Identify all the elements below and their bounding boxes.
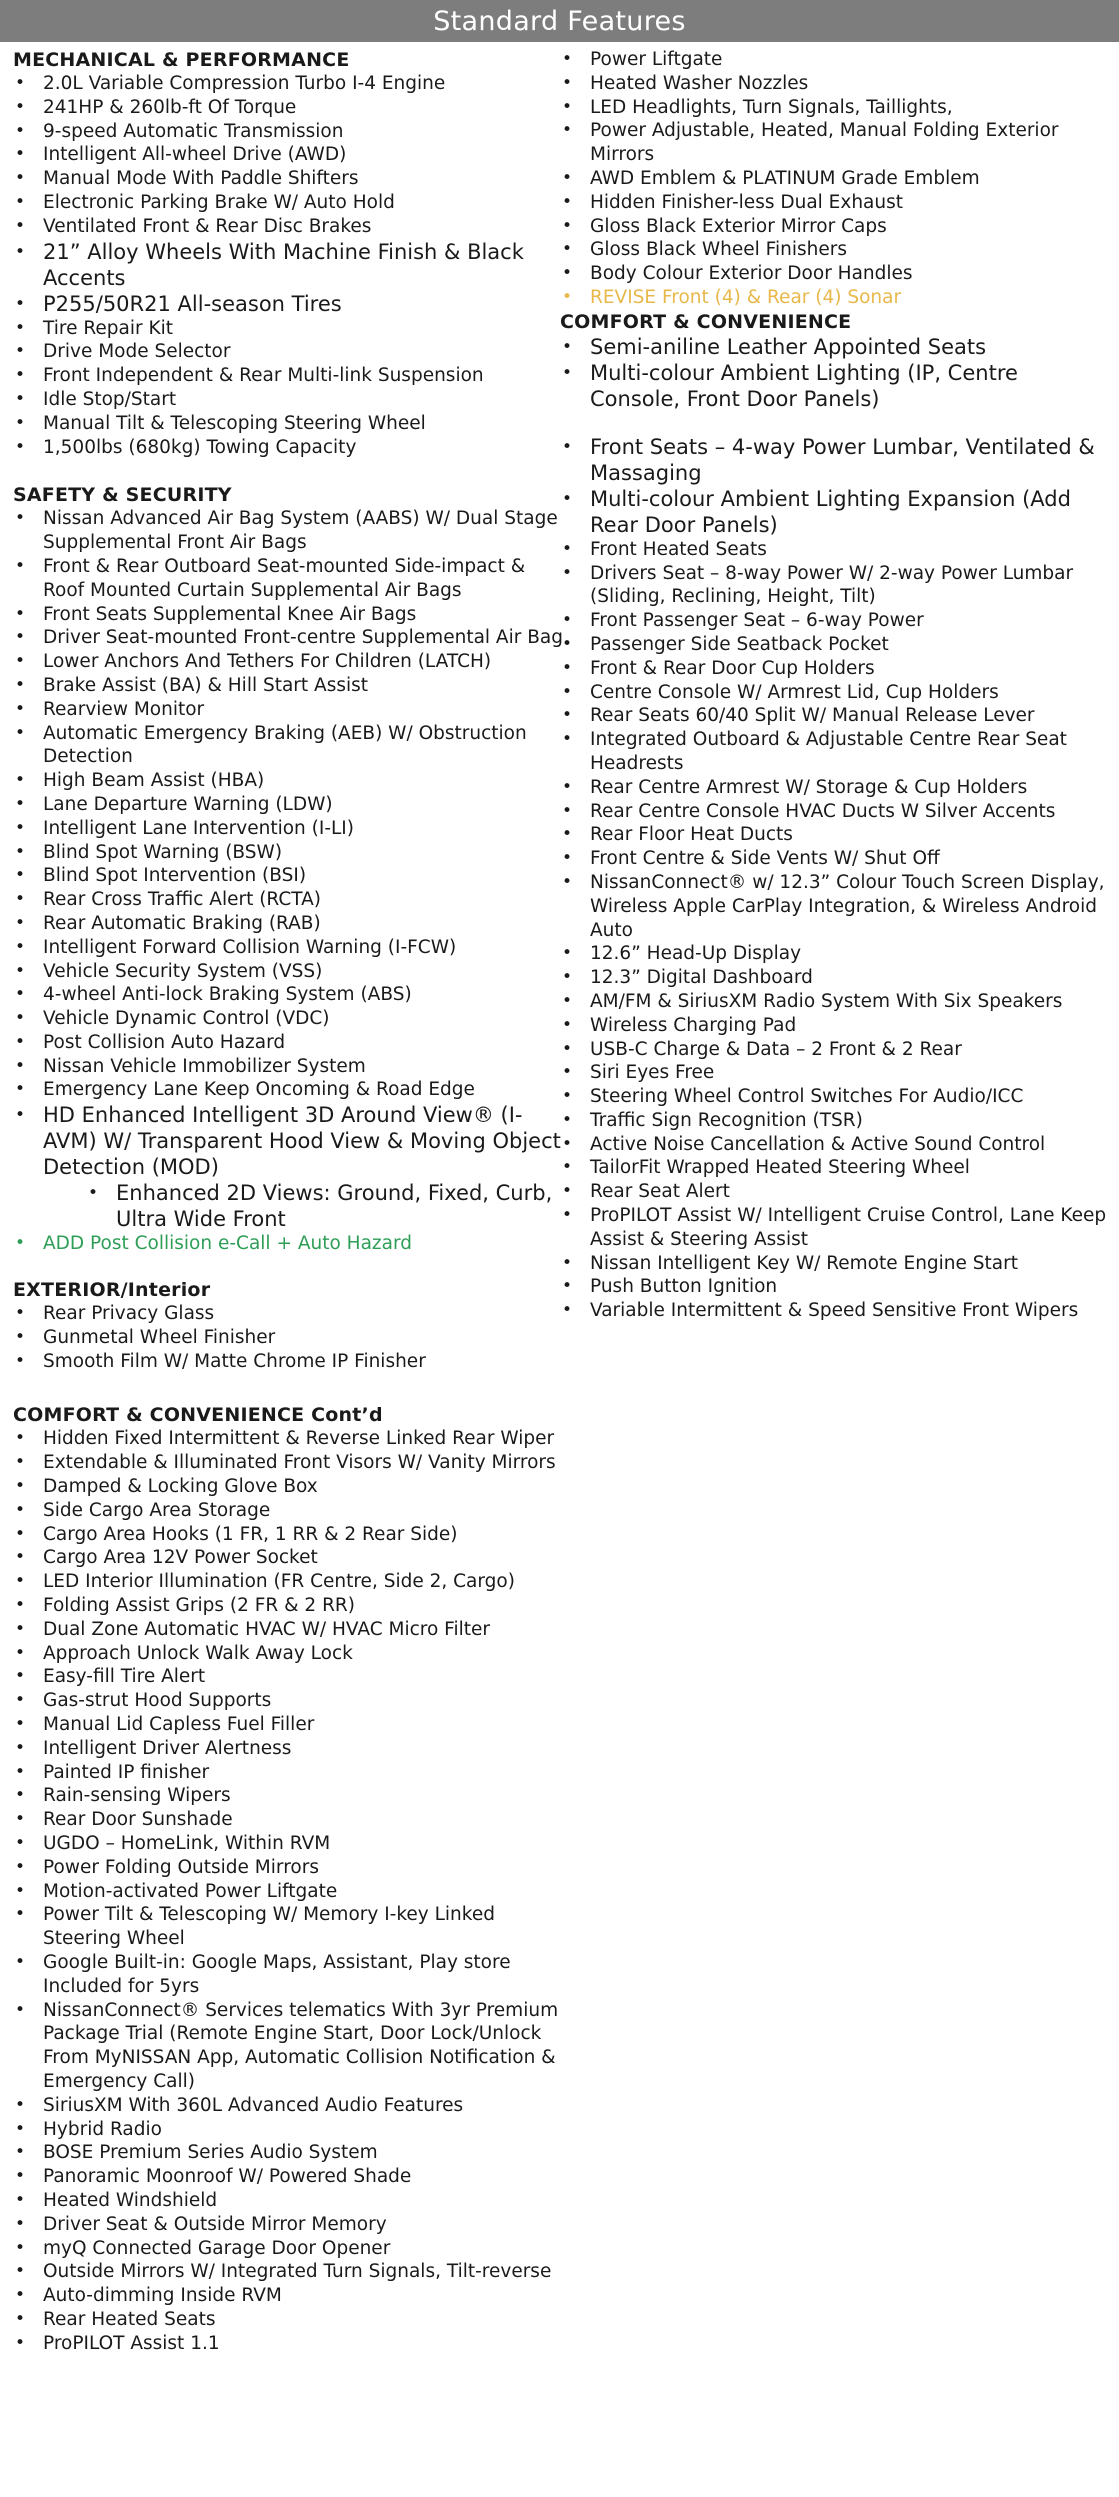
list-item: • Google Built-in: Google Maps, Assistant, Play store Included for 5yrs <box>13 1951 563 1999</box>
exterior-list <box>13 1302 563 1373</box>
list-item: • Steering Wheel Control Switches For Audio/ICC <box>560 1085 1108 1109</box>
list-item: • UGDO – HomeLink, Within RVM <box>13 1832 563 1856</box>
list-item: • Dual Zone Automatic HVAC W/ HVAC Micro Filter <box>13 1618 563 1642</box>
list-item: • AWD Emblem & PLATINUM Grade Emblem <box>560 167 1108 191</box>
list-item: • Power Folding Outside Mirrors <box>13 1856 563 1880</box>
list-item: • Blind Spot Intervention (BSI) <box>13 864 563 888</box>
list-item: • Rear Door Sunshade <box>13 1808 563 1832</box>
list-item: • Motion-activated Power Liftgate <box>13 1880 563 1904</box>
list-item: • Painted IP finisher <box>13 1761 563 1785</box>
list-item: • Extendable & Illuminated Front Visors W/ Vanity Mirrors <box>13 1451 563 1475</box>
list-item: • Power Tilt & Telescoping W/ Memory I-key Linked Steering Wheel <box>13 1903 563 1951</box>
list-item: • Folding Assist Grips (2 FR & 2 RR) <box>13 1594 563 1618</box>
list-item: • Gas-strut Hood Supports <box>13 1689 563 1713</box>
list-item: • ProPILOT Assist W/ Intelligent Cruise Control, Lane Keep Assist & Steering Assist <box>560 1204 1108 1252</box>
list-item: • Active Noise Cancellation & Active Sound Control <box>560 1133 1108 1157</box>
list-item: • Rear Privacy Glass <box>13 1302 563 1326</box>
list-item: • Push Button Ignition <box>560 1275 1108 1299</box>
list-item: • Front Seats Supplemental Knee Air Bags <box>13 603 563 627</box>
list-item: • Hybrid Radio <box>13 2118 563 2142</box>
list-item: • Rear Cross Traffic Alert (RCTA) <box>13 888 563 912</box>
list-item: • BOSE Premium Series Audio System <box>13 2141 563 2165</box>
page-title: Standard Features <box>433 5 686 37</box>
exterior-cont-list <box>560 48 1108 310</box>
list-item: • Idle Stop/Start <box>13 388 563 412</box>
list-item: • Blind Spot Warning (BSW) <box>13 841 563 865</box>
section-title-exterior: EXTERIOR/Interior <box>13 1279 211 1302</box>
list-item: • Rear Floor Heat Ducts <box>560 823 1108 847</box>
list-item: • Gunmetal Wheel Finisher <box>13 1326 563 1350</box>
list-item: • Front & Rear Door Cup Holders <box>560 657 1108 681</box>
list-item: • Intelligent Lane Intervention (I-LI) <box>13 817 563 841</box>
list-item: • Intelligent All-wheel Drive (AWD) <box>13 143 563 167</box>
mechanical-list <box>13 72 563 459</box>
section-title-safety: SAFETY & SECURITY <box>13 484 232 507</box>
list-item: • NissanConnect® w/ 12.3” Colour Touch Screen Display, Wireless Apple CarPlay Integration, & Wireless Android Auto <box>560 871 1108 942</box>
list-item: • LED Headlights, Turn Signals, Taillights, <box>560 96 1108 120</box>
comfort-top-list <box>560 334 1108 412</box>
list-item: • Centre Console W/ Armrest Lid, Cup Holders <box>560 681 1108 705</box>
list-item: • Manual Lid Capless Fuel Filler <box>13 1713 563 1737</box>
list-item: • AM/FM & SiriusXM Radio System With Six Speakers <box>560 990 1108 1014</box>
list-item: • 2.0L Variable Compression Turbo I-4 Engine <box>13 72 563 96</box>
list-item: • Nissan Vehicle Immobilizer System <box>13 1055 563 1079</box>
list-item: • 9-speed Automatic Transmission <box>13 120 563 144</box>
list-item: • Post Collision Auto Hazard <box>13 1031 563 1055</box>
list-item: • Power Liftgate <box>560 48 1108 72</box>
list-item: • Heated Windshield <box>13 2189 563 2213</box>
list-item: • Lower Anchors And Tethers For Children (LATCH) <box>13 650 563 674</box>
comfort-list <box>560 434 1108 1323</box>
list-item: • Cargo Area Hooks (1 FR, 1 RR & 2 Rear Side) <box>13 1523 563 1547</box>
list-item: • High Beam Assist (HBA) <box>13 769 563 793</box>
list-item: • Drive Mode Selector <box>13 340 563 364</box>
list-item: • Body Colour Exterior Door Handles <box>560 262 1108 286</box>
list-item: • ProPILOT Assist 1.1 <box>13 2332 563 2356</box>
list-item: • myQ Connected Garage Door Opener <box>13 2237 563 2261</box>
list-item: • Smooth Film W/ Matte Chrome IP Finisher <box>13 1350 563 1374</box>
list-item: • Front Passenger Seat – 6-way Power <box>560 609 1108 633</box>
section-title-comfort: COMFORT & CONVENIENCE <box>560 310 852 333</box>
list-item: • Rain-sensing Wipers <box>13 1784 563 1808</box>
list-item: • Passenger Side Seatback Pocket <box>560 633 1108 657</box>
list-item-revised: • REVISE Front (4) & Rear (4) Sonar <box>560 286 1108 310</box>
right-column <box>560 48 1108 1323</box>
section-title-mechanical: MECHANICAL & PERFORMANCE <box>13 49 350 71</box>
list-item: • 12.6” Head-Up Display <box>560 942 1108 966</box>
list-item: • Vehicle Dynamic Control (VDC) <box>13 1007 563 1031</box>
list-item: • P255/50R21 All-season Tires <box>13 291 563 317</box>
list-item: • Front & Rear Outboard Seat-mounted Side-impact & Roof Mounted Curtain Supplemental Air Bags <box>13 555 563 603</box>
list-item: • Front Centre & Side Vents W/ Shut Off <box>560 847 1108 871</box>
list-item: • Damped & Locking Glove Box <box>13 1475 563 1499</box>
list-item: • Wireless Charging Pad <box>560 1014 1108 1038</box>
list-item: • Tire Repair Kit <box>13 317 563 341</box>
list-item: • Hidden Fixed Intermittent & Reverse Linked Rear Wiper <box>13 1427 563 1451</box>
list-item: • Drivers Seat – 8-way Power W/ 2-way Power Lumbar (Sliding, Reclining, Height, Tilt) <box>560 562 1108 610</box>
list-item: • Manual Mode With Paddle Shifters <box>13 167 563 191</box>
list-item: • Rear Automatic Braking (RAB) <box>13 912 563 936</box>
list-item: • Ventilated Front & Rear Disc Brakes <box>13 215 563 239</box>
list-item: • Automatic Emergency Braking (AEB) W/ Obstruction Detection <box>13 722 563 770</box>
comfort-cont-list <box>13 1427 563 2355</box>
list-item: • Panoramic Moonroof W/ Powered Shade <box>13 2165 563 2189</box>
list-item: • Electronic Parking Brake W/ Auto Hold <box>13 191 563 215</box>
list-item-added: • ADD Post Collision e-Call + Auto Hazard <box>13 1232 563 1256</box>
list-item: • Traffic Sign Recognition (TSR) <box>560 1109 1108 1133</box>
list-item: • Rear Seat Alert <box>560 1180 1108 1204</box>
list-item: • Multi-colour Ambient Lighting Expansion (Add Rear Door Panels) <box>560 486 1108 538</box>
left-column <box>13 48 563 2356</box>
list-item: • SiriusXM With 360L Advanced Audio Features <box>13 2094 563 2118</box>
list-item: • Rear Seats 60/40 Split W/ Manual Release Lever <box>560 704 1108 728</box>
list-item: • 21” Alloy Wheels With Machine Finish & Black Accents <box>13 239 563 291</box>
list-item: • 241HP & 260lb-ft Of Torque <box>13 96 563 120</box>
list-item: • Outside Mirrors W/ Integrated Turn Signals, Tilt-reverse <box>13 2260 563 2284</box>
list-item: • Driver Seat-mounted Front-centre Supplemental Air Bag <box>13 626 563 650</box>
list-item-around-view: • HD Enhanced Intelligent 3D Around View® (I-AVM) W/ Transparent Hood View & Moving Object Detection (MOD) <box>13 1102 563 1180</box>
list-item: • Nissan Advanced Air Bag System (AABS) W/ Dual Stage Supplemental Front Air Bags <box>13 507 563 555</box>
list-item: • Lane Departure Warning (LDW) <box>13 793 563 817</box>
section-title-comfort-cont: COMFORT & CONVENIENCE Cont’d <box>13 1404 383 1427</box>
safety-list <box>13 507 563 1256</box>
list-item: • Front Seats – 4-way Power Lumbar, Ventilated & Massaging <box>560 434 1108 486</box>
list-item: • Gloss Black Exterior Mirror Caps <box>560 215 1108 239</box>
list-item: • LED Interior Illumination (FR Centre, Side 2, Cargo) <box>13 1570 563 1594</box>
page-header <box>0 0 1119 42</box>
list-item: • Vehicle Security System (VSS) <box>13 960 563 984</box>
list-item: • 4-wheel Anti-lock Braking System (ABS) <box>13 983 563 1007</box>
list-item: • Front Heated Seats <box>560 538 1108 562</box>
list-item: • NissanConnect® Services telematics With 3yr Premium Package Trial (Remote Engine Start, Door Lock/Unlock From MyNISSAN App, Automatic Collision Notification & Emergency Call) <box>13 1999 563 2094</box>
list-item: • Rear Centre Console HVAC Ducts W Silver Accents <box>560 800 1108 824</box>
list-item: • Integrated Outboard & Adjustable Centre Rear Seat Headrests <box>560 728 1108 776</box>
list-item: • Auto-dimming Inside RVM <box>13 2284 563 2308</box>
list-item: • Hidden Finisher-less Dual Exhaust <box>560 191 1108 215</box>
list-item: • Cargo Area 12V Power Socket <box>13 1546 563 1570</box>
list-item: • Rear Heated Seats <box>13 2308 563 2332</box>
list-item: • Driver Seat & Outside Mirror Memory <box>13 2213 563 2237</box>
list-subitem-2d-views: • Enhanced 2D Views: Ground, Fixed, Curb, Ultra Wide Front <box>13 1180 563 1232</box>
list-item: • Rear Centre Armrest W/ Storage & Cup Holders <box>560 776 1108 800</box>
list-item: • Intelligent Driver Alertness <box>13 1737 563 1761</box>
list-item: • 12.3” Digital Dashboard <box>560 966 1108 990</box>
list-item: • Front Independent & Rear Multi-link Suspension <box>13 364 563 388</box>
list-item: • TailorFit Wrapped Heated Steering Wheel <box>560 1156 1108 1180</box>
list-item: • Side Cargo Area Storage <box>13 1499 563 1523</box>
list-item: • USB-C Charge & Data – 2 Front & 2 Rear <box>560 1038 1108 1062</box>
list-item: • Semi-aniline Leather Appointed Seats <box>560 334 1108 360</box>
list-item: • Heated Washer Nozzles <box>560 72 1108 96</box>
list-item: • Variable Intermittent & Speed Sensitive Front Wipers <box>560 1299 1108 1323</box>
list-item: • Power Adjustable, Heated, Manual Folding Exterior Mirrors <box>560 119 1108 167</box>
list-item: • Easy-fill Tire Alert <box>13 1665 563 1689</box>
list-item: • Brake Assist (BA) & Hill Start Assist <box>13 674 563 698</box>
list-item: • 1,500lbs (680kg) Towing Capacity <box>13 436 563 460</box>
list-item: • Multi-colour Ambient Lighting (IP, Centre Console, Front Door Panels) <box>560 360 1108 412</box>
list-item: • Manual Tilt & Telescoping Steering Wheel <box>13 412 563 436</box>
list-item: • Gloss Black Wheel Finishers <box>560 238 1108 262</box>
list-item: • Approach Unlock Walk Away Lock <box>13 1642 563 1666</box>
list-item: • Intelligent Forward Collision Warning (I-FCW) <box>13 936 563 960</box>
list-item: • Emergency Lane Keep Oncoming & Road Edge <box>13 1078 563 1102</box>
list-item: • Siri Eyes Free <box>560 1061 1108 1085</box>
list-item: • Rearview Monitor <box>13 698 563 722</box>
list-item: • Nissan Intelligent Key W/ Remote Engine Start <box>560 1252 1108 1276</box>
